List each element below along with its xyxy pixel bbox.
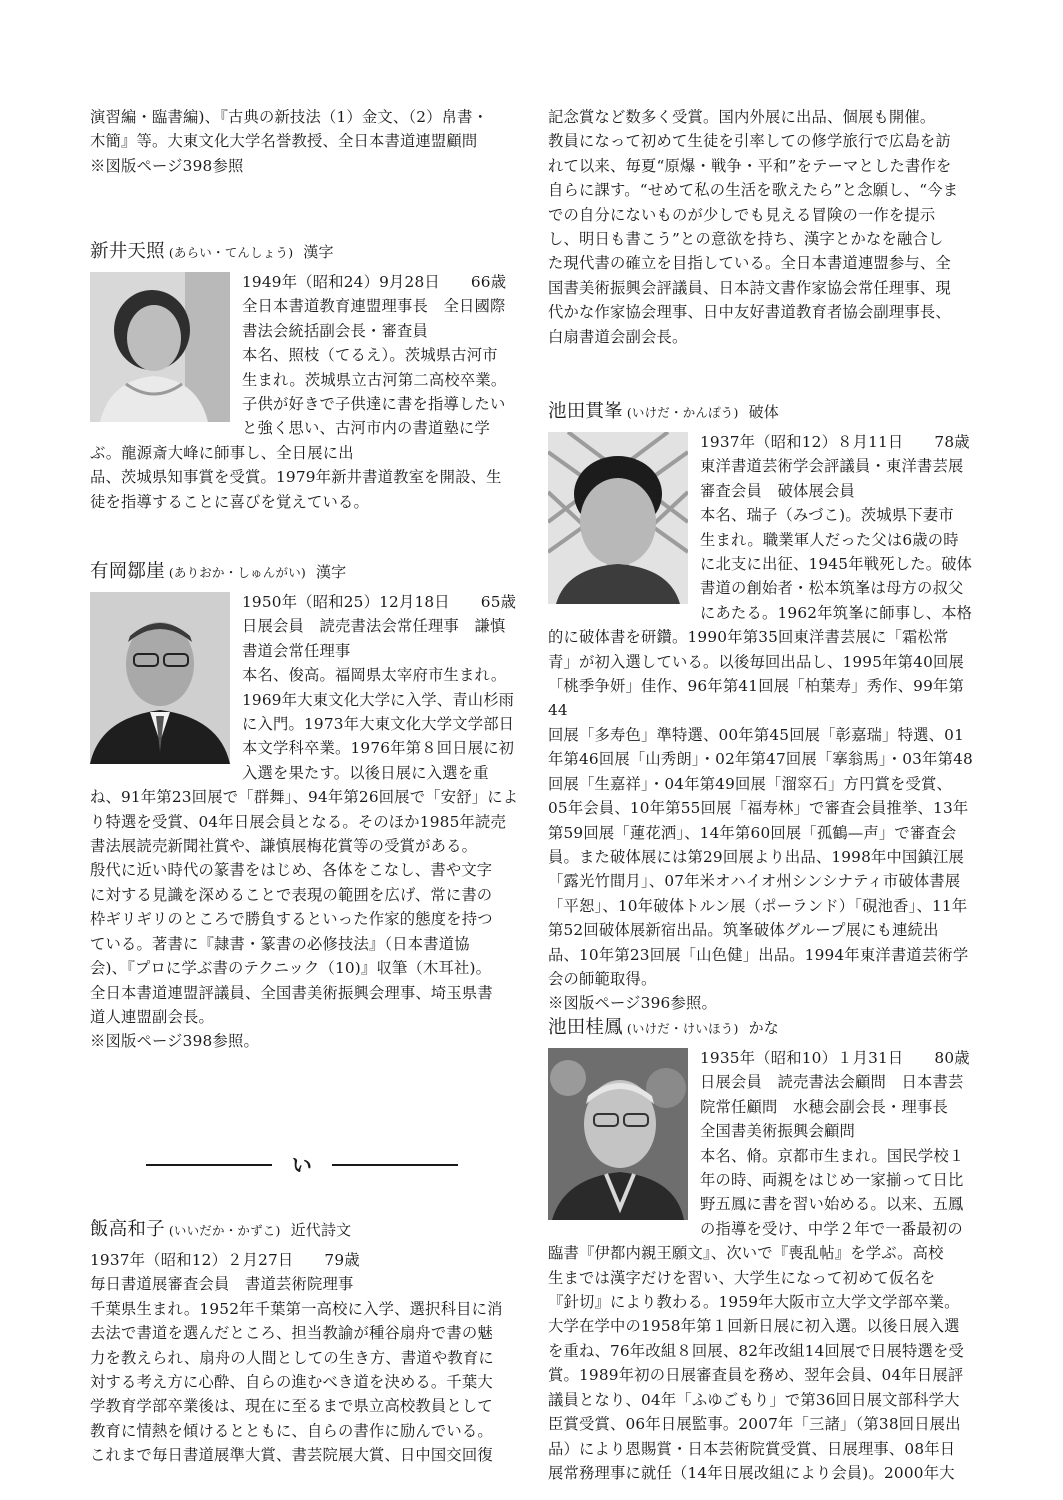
body-line: に対する見識を深めることで表現の範囲を広げ、常に書の [90, 885, 493, 904]
body-line: 年第46回展「山秀朗」・02年第47回展「搴翁馬」・03年第48 [548, 750, 973, 769]
body-line: に入門。1973年大東文化大学文学部日 [242, 715, 515, 734]
body-line: 教員になって初めて生徒を引率しての修学旅行で広島を訪 [548, 132, 951, 151]
body-line: 去法で書道を選んだところ、担当教諭が種谷扇舟で書の魅 [90, 1324, 493, 1343]
body-line: 書法会統括副会長・審査員 [242, 321, 428, 340]
artist-genre: 漢字 [315, 563, 347, 581]
body-line: 徒を指導することに喜びを覚えている。 [90, 492, 369, 511]
artist-genre: 破体 [748, 403, 779, 421]
body-line: 子供が好きで子供達に書を指導したい [242, 395, 506, 414]
body-line: れて以来、毎夏“原爆・戦争・平和”をテーマとした書作を [548, 156, 952, 175]
body-line: 生まれ。茨城県立古河第二高校卒業。 [242, 370, 507, 389]
portrait-photo [548, 1048, 688, 1220]
body-line: 回展「多寿色」準特選、00年第45回展「彰嘉瑞」特選、01 [548, 725, 965, 744]
profile-heading [90, 1215, 522, 1246]
profile-heading [548, 1013, 980, 1044]
body-line: 野五鳳に書を習い始める。以来、五鳳 [700, 1195, 964, 1214]
body-line: 1969年大東文化大学に入学、青山杉雨 [242, 690, 515, 709]
body-line: 本名、照枝（てるえ）。茨城県古河市 [242, 346, 498, 365]
continuation-block [548, 105, 980, 349]
body-line: 東洋書道芸術学会評議員・東洋書芸展 [700, 457, 964, 476]
body-line: 千葉県生まれ。1952年千葉第一高校に入学、選択科目に消 [90, 1299, 503, 1318]
body-line: 本名、瑞子（みづこ)。茨城県下妻市 [700, 506, 954, 525]
portrait-photo-graphic [548, 1048, 688, 1220]
portrait-photo [90, 272, 230, 422]
body-line: 殷代に近い時代の篆書をはじめ、各体をこなし、書や文字 [90, 861, 493, 880]
body-line: 議員となり、04年「ふゆごもり」で第36回日展文部科学大 [548, 1390, 960, 1409]
body-line: 本名、脩。京都市生まれ。国民学校１ [700, 1146, 965, 1165]
body-line: 賞。1989年初の日展審査員を務め、翌年会員、04年日展評 [548, 1366, 964, 1385]
portrait-photo [548, 432, 688, 604]
body-line: 1937年（昭和12）８月11日 78歳 [700, 433, 970, 451]
body-line: 力を教えられ、扇舟の人間としての生き方、書道や教育に [90, 1348, 494, 1367]
body-line: 代かな作家協会理事、日中友好書道教育者協会副理事長、 [548, 303, 951, 322]
body-line: 全日本書道教育連盟理事長 全日國際 [242, 297, 506, 316]
body-line: を重ね、76年改組８回展、82年改組14回展で日展特選を受 [548, 1341, 965, 1360]
body-line: 的に破体書を研鑽。1990年第35回東洋書芸展に「霜松常 [548, 628, 949, 647]
body-line: 年の時、両親をはじめ一家揃って日比 [700, 1171, 964, 1190]
body-line: 日展会員 読売書法会常任理事 謙慎 [242, 617, 506, 636]
body-line: り特選を受賞、04年日展会員となる。そのほか1985年読売 [90, 812, 507, 831]
body-line: 臨書『伊都内親王願文』、次いで『喪乱帖』を学ぶ。高校 [548, 1244, 944, 1263]
body-line: 品、10年第23回展「山色健」出品。1994年東洋書道芸術学 [548, 945, 969, 964]
artist-reading: (ありおか・しゅんがい) [168, 565, 306, 580]
body-line: ぶ。龍源斎大峰に師事し、全日展に出 [90, 443, 354, 462]
body-line: 展常務理事に就任（14年日展改組により会員)。2000年大 [548, 1463, 955, 1482]
body-line: での自分にないものが少しでも見える冒険の一作を提示 [548, 205, 936, 224]
body-line: 会の師範取得。 [548, 969, 657, 988]
body-line: 演習編・臨書編)、『古典の新技法（1）金文、（2）帛書・ [90, 108, 489, 126]
body-line: 会)、『プロに学ぶ書のテクニック（10)』収筆（木耳社)。 [90, 959, 492, 978]
body-line: ※図版ページ398参照 [90, 156, 244, 175]
body-line: た現代書の確立を目指している。全日本書道連盟参与、全 [548, 254, 951, 273]
artist-name: 飯高和子 [90, 1219, 165, 1240]
body-line: 審査会員 破体展会員 [700, 481, 855, 500]
body-line: 道人連盟副会長。 [90, 1007, 214, 1026]
body-line: にあたる。1962年筑峯に師事し、本格 [700, 603, 973, 622]
body-line: 全国書美術振興会顧問 [700, 1122, 855, 1141]
body-line: 1937年（昭和12）２月27日 79歳 [90, 1251, 360, 1269]
body-line: 員。また破体展には第29回展より出品、1998年中国鎮江展 [548, 847, 965, 866]
body-line: 日展会員 読売書法会顧問 日本書芸 [700, 1073, 964, 1092]
body-line: 「桃季争妍」佳作、96年第41回展「柏葉寿」秀作、99年第44 [548, 677, 965, 720]
body-line: 1935年（昭和10）１月31日 80歳 [700, 1049, 970, 1067]
body-line: 枠ギリギリのところで勝負するといった作家的態度を持つ [90, 910, 493, 929]
body-line: 第59回展「蓮花洒」、14年第60回展「孤鶴—声」で審査会 [548, 823, 957, 842]
body-line: 『針切』により教わる。1959年大阪市立大学文学部卒業。 [548, 1293, 960, 1312]
section-heading: い [291, 1153, 313, 1177]
body-line: 自らに課す。“せめて私の生活を歌えたら”と念願し、“今ま [548, 181, 959, 200]
body-line: ね、91年第23回展で「群舞」、94年第26回展で「安舒」によ [90, 788, 519, 807]
body-line: 本文学科卒業。1976年第８回日展に初 [242, 739, 515, 758]
artist-name: 新井天照 [90, 241, 165, 262]
body-line: 書法展読売新聞社賞や、謙慎展梅花賞等の受賞がある。 [90, 837, 478, 856]
body-line: 1949年（昭和24）9月28日 66歳 [242, 273, 507, 291]
artist-reading: (あらい・てんしょう) [168, 245, 294, 260]
body-line: 生までは漢字だけを習い、大学生になって初めて仮名を [548, 1268, 936, 1287]
profile-iidaka [90, 1215, 522, 1468]
portrait-photo-graphic [90, 592, 230, 764]
body-line: 書道の創始者・松本筑峯は母方の叔父 [700, 579, 964, 598]
body-line: 1950年（昭和25）12月18日 65歳 [242, 593, 517, 611]
section-divider [146, 1153, 458, 1177]
artist-genre: 近代詩文 [290, 1221, 352, 1239]
figure-reference: ※図版ページ396参照。 [548, 994, 717, 1013]
profile-arai [90, 237, 522, 514]
body-line: 書道会常任理事 [242, 641, 351, 660]
body-line: 05年会員、10年第55回展「福寿林」で審査会員推挙、13年 [548, 799, 969, 818]
body-line: 臣賞受賞、06年日展監事。2007年「三諸」（第38回日展出 [548, 1415, 961, 1434]
body-line: 大学在学中の1958年第１回新日展に初入選。以後日展入選 [548, 1317, 960, 1336]
body-line: 国書美術振興会評議員、日本詩文書作家協会常任理事、現 [548, 278, 951, 297]
profile-heading [90, 557, 522, 588]
body-line: 品）により恩賜賞・日本芸術院賞受賞、日展理事、08年日 [548, 1439, 956, 1458]
artist-reading: (いけだ・けいほう) [626, 1021, 739, 1036]
body-line: 記念賞など数多く受賞。国内外展に出品、個展も開催。 [548, 108, 936, 126]
artist-name: 池田貫峯 [548, 401, 623, 422]
body-line: 回展「生嘉祥」・04年第49回展「溜窣石」方円賞を受賞、 [548, 774, 953, 793]
artist-name: 有岡鄒崖 [90, 561, 165, 582]
body-line: 教育に情熱を傾けるとともに、自らの書作に励んでいる。 [90, 1421, 493, 1440]
body-line: に北支に出征、1945年戦死した。破体 [700, 555, 973, 574]
artist-reading: (いいだか・かずこ) [168, 1223, 281, 1238]
body-line: 生まれ。職業軍人だった父は6歳の時 [700, 530, 959, 549]
body-line: 対する考え方に心酔、自らの進むべき道を決める。千葉大 [90, 1373, 493, 1392]
body-line: 「露光竹間月」、07年米オハイオ州シンシナティ市破体書展 [548, 872, 961, 891]
body-line: の指導を受け、中学２年で一番最初の [700, 1219, 963, 1238]
body-line: 毎日書道展審査会員 書道芸術院理事 [90, 1275, 354, 1294]
figure-reference: ※図版ページ398参照。 [90, 1032, 259, 1051]
artist-genre: かな [748, 1019, 779, 1037]
body-line: 学教育学部卒業後は、現在に至るまで県立高校教員として [90, 1397, 493, 1416]
body-line: 院常任顧問 水穂会副会長・理事長 [700, 1097, 948, 1116]
artist-genre: 漢字 [303, 243, 334, 261]
body-line: 「平恕」、10年破体トルン展（ポーランド）「硯池香」、11年 [548, 896, 968, 915]
continuation-block [90, 105, 522, 178]
profile-ikeda-kanpo [548, 397, 980, 1016]
body-line: ている。著書に『隷書・篆書の必修技法』（日本書道協 [90, 934, 470, 953]
divider-rule-right [332, 1164, 458, 1166]
body-line: 第52回破体展新宿出品。筑峯破体グループ展にも連続出 [548, 921, 939, 940]
profile-arioka [90, 557, 522, 1054]
portrait-photo [90, 592, 230, 764]
profile-ikeda-keiho [548, 1013, 980, 1485]
body-line: 木簡』等。大東文化大学名誉教授、全日本書道連盟顧問 [90, 132, 478, 151]
body-line: 白扇書道会副会長。 [548, 327, 688, 346]
body-line: 青」が初入選している。以後毎回出品し、1995年第40回展 [548, 652, 965, 671]
body-line: 品、茨城県知事賞を受賞。1979年新井書道教室を開設、生 [90, 468, 502, 487]
artist-name: 池田桂鳳 [548, 1017, 623, 1038]
artist-reading: (いけだ・かんぽう) [626, 405, 739, 420]
portrait-photo-graphic [90, 272, 230, 422]
body-line: 入選を果たす。以後日展に入選を重 [242, 763, 489, 782]
portrait-photo-graphic [548, 432, 688, 604]
profile-heading [548, 397, 980, 428]
body-line: 本名、俊高。福岡県太宰府市生まれ。 [242, 666, 507, 685]
profile-heading [90, 237, 522, 268]
body-line: し、明日も書こう”との意欲を持ち、漢字とかなを融合し [548, 230, 944, 249]
body-line: これまで毎日書道展準大賞、書芸院展大賞、日中国交回復 [90, 1446, 493, 1465]
body-line: 全日本書道連盟評議員、全国書美術振興会理事、埼玉県書 [90, 983, 493, 1002]
body-line: と強く思い、古河市内の書道塾に学 [242, 419, 490, 438]
